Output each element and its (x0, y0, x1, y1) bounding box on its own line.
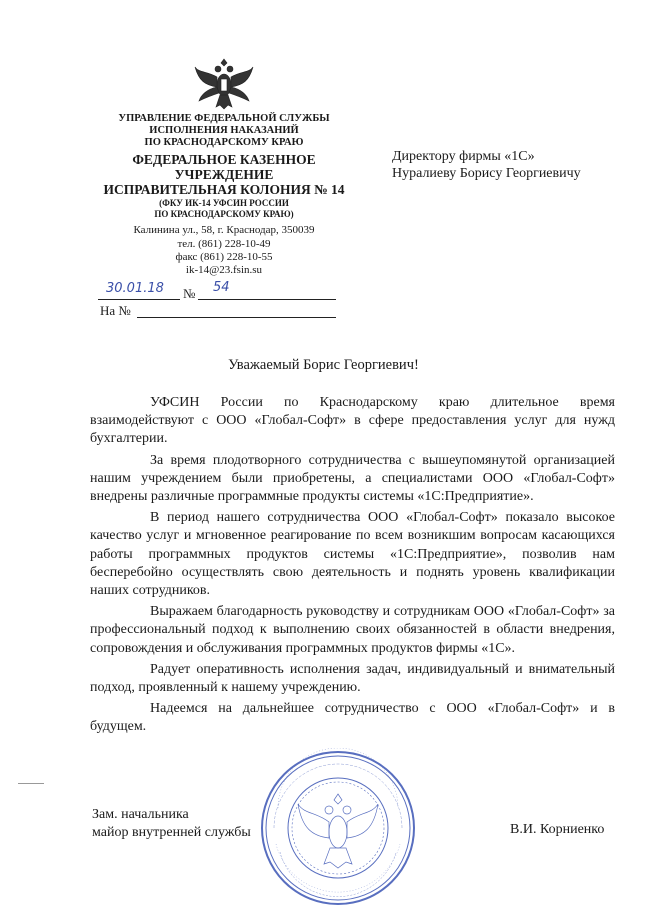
handwritten-date: 30.01.18 (106, 281, 164, 296)
signatory-position (92, 806, 251, 842)
header-line-6: ИСПРАВИТЕЛЬНАЯ КОЛОНИЯ № 14 (103, 182, 345, 197)
double-headed-eagle-emblem-icon (193, 55, 255, 111)
header-fax: факс (861) 228-10-55 (175, 251, 273, 263)
letter-body (90, 394, 615, 740)
recipient-line-1: Директору фирмы «1С» (392, 149, 535, 164)
header-line-3: ПО КРАСНОДАРСКОМУ КРАЮ (144, 137, 304, 148)
header-line-7: (ФКУ ИК-14 УФСИН РОССИИ (159, 198, 289, 208)
reply-underline (137, 317, 336, 318)
header-line-1: УПРАВЛЕНИЕ ФЕДЕРАЛЬНОЙ СЛУЖБЫ (118, 113, 330, 124)
signatory-position-line-1: Зам. начальника (92, 807, 189, 822)
header-line-5: УЧРЕЖДЕНИЕ (174, 167, 274, 182)
recipient-line-2: Нуралиеву Борису Георгиевичу (392, 166, 581, 181)
signatory-position-line-2: майор внутренней службы (92, 825, 251, 840)
paragraph-5: Радует оперативность исполнения задач, индивидуальный и внимательный подход, проявленный к нашему учреждению. (90, 661, 615, 696)
official-seal-stamp (258, 748, 418, 908)
paragraph-4: Выражаем благодарность руководству и сотрудникам ООО «Глобал-Софт» за профессиональный подход к выполнению своих обязанностей в области внедрения, сопровождения и обслуживания программных продуктов фирмы «1С». (90, 604, 615, 656)
recipient-block (392, 148, 581, 182)
paragraph-2: За время плодотворного сотрудничества с вышеупомянутой организацией нашим учреждением были приобретены, а специалистами ООО «Глобал-Софт» внедрены различные программные продукты системы «1С:Предприятие». (90, 452, 615, 505)
paragraph-6: Надеемся на дальнейшее сотрудничество с ООО «Глобал-Софт» и в будущем. (90, 701, 615, 735)
paragraph-1: УФСИН России по Краснодарскому краю длительное время взаимодействуют с ООО «Глобал-Софт» в сфере предоставления услуг для нужд бухгалтерии. (90, 395, 615, 447)
greeting: Уважаемый Борис Георгиевич! (228, 357, 419, 373)
handwritten-number: 54 (213, 280, 230, 295)
header-line-8: ПО КРАСНОДАРСКОМУ КРАЮ) (154, 209, 294, 219)
date-underline (98, 299, 180, 300)
header-line-4: ФЕДЕРАЛЬНОЕ КАЗЕННОЕ (132, 152, 316, 167)
reply-label: На № (100, 303, 131, 318)
header-email: ik-14@23.fsin.su (185, 264, 263, 276)
scan-artifact-mark (18, 783, 44, 784)
header-line-2: ИСПОЛНЕНИЯ НАКАЗАНИЙ (149, 125, 299, 136)
header-address: Калинина ул., 58, г. Краснодар, 350039 (133, 224, 315, 236)
number-label: № (183, 286, 196, 301)
paragraph-3: В период нашего сотрудничества ООО «Глобал-Софт» показало высокое качество услуг и мгновенное реагирование по всем возникшим вопросам касающихся работы программных продуктов системы «1С:Предприятие», позволив нам бесперебойно осуществлять свою деятельность и поднять уровень квалификации наших сотрудников. (90, 510, 615, 599)
header-phone: тел. (861) 228-10-49 (177, 238, 271, 250)
number-underline (198, 299, 336, 300)
signatory-name: В.И. Корниенко (510, 822, 605, 837)
